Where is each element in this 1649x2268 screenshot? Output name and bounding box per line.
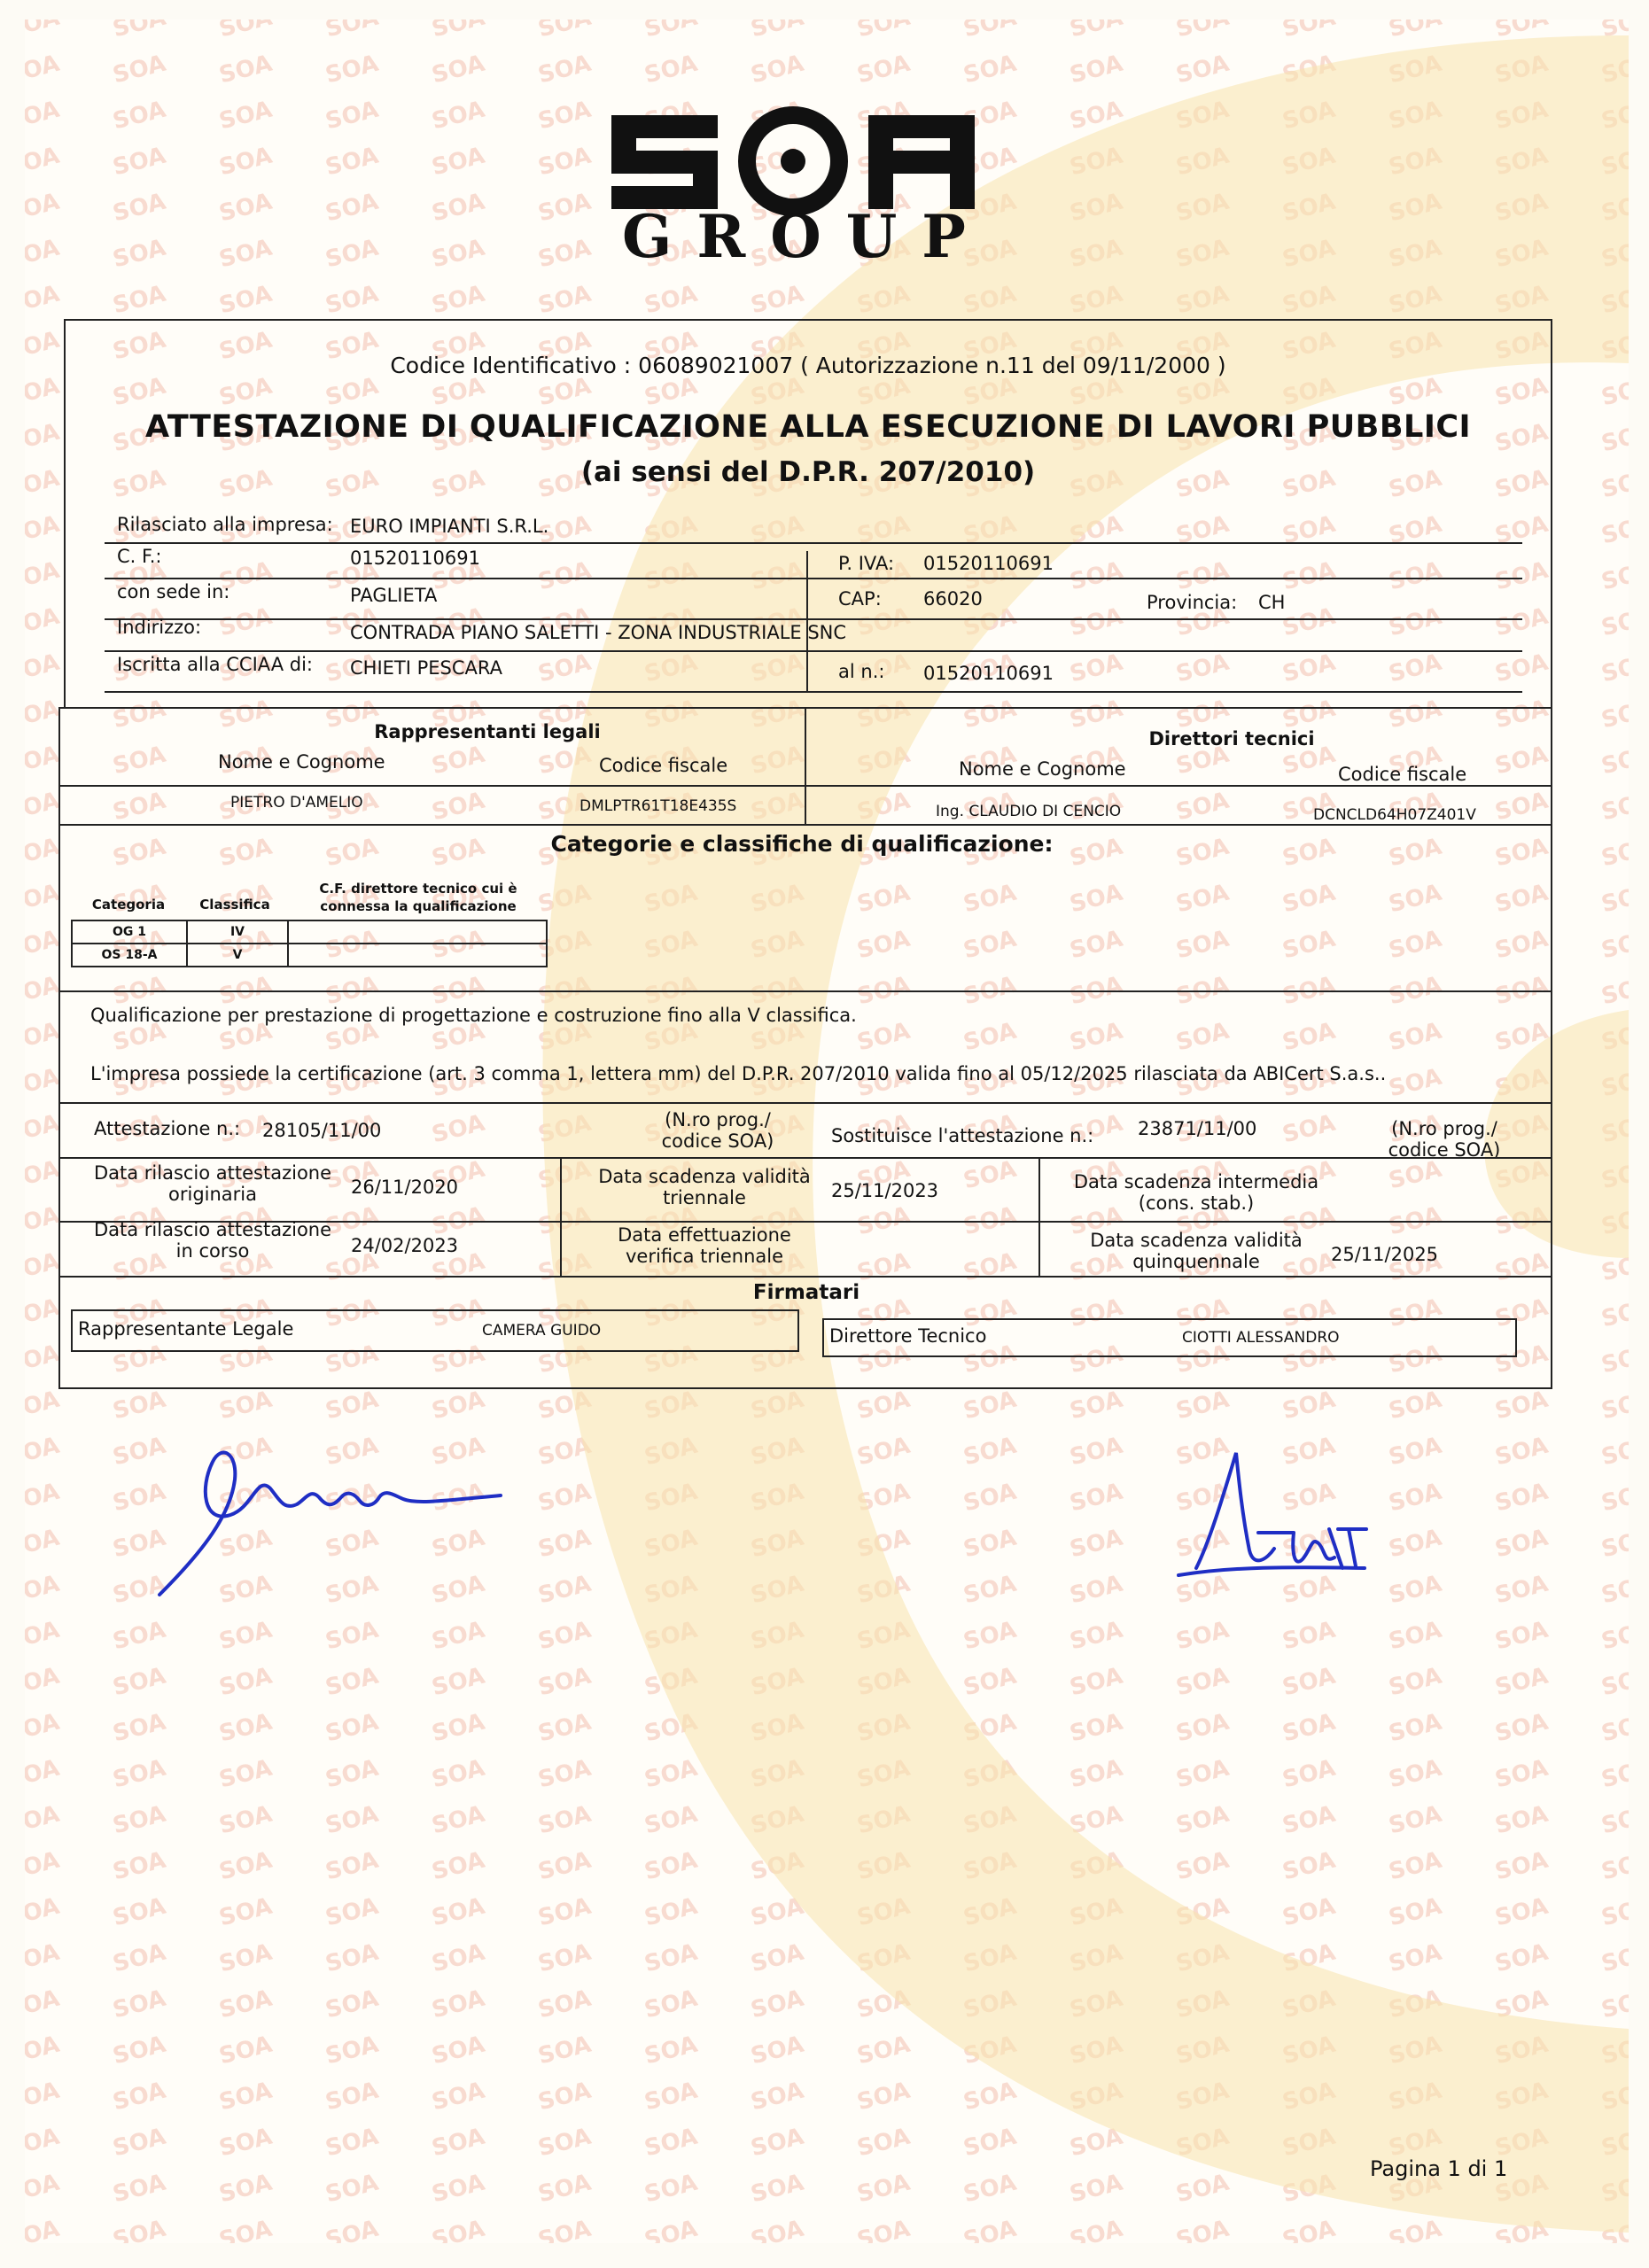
attestazione-value: 28105/11/00 bbox=[262, 1120, 382, 1141]
page-subtitle: (ai sensi del D.P.R. 207/2010) bbox=[580, 456, 1036, 488]
aln-label: al n.: bbox=[838, 661, 885, 682]
quinq-label2: quinquennale bbox=[1132, 1251, 1260, 1272]
scad-tri-value: 25/11/2023 bbox=[831, 1180, 939, 1201]
col-cf-line2: connessa la qualificazione bbox=[320, 898, 517, 914]
orig-label1: Data rilascio attestazione bbox=[93, 1162, 332, 1184]
aln-value: 01520110691 bbox=[923, 663, 1054, 684]
sostituisce-value: 23871/11/00 bbox=[1138, 1118, 1257, 1139]
rappresentanti-nome-header: Nome e Cognome bbox=[218, 751, 385, 773]
col-cf-line1: C.F. direttore tecnico cui è bbox=[319, 881, 517, 897]
scad-int-label1: Data scadenza intermedia bbox=[1073, 1171, 1319, 1192]
orig-label2: originaria bbox=[168, 1184, 257, 1205]
quinq-label1: Data scadenza validità bbox=[1090, 1230, 1303, 1251]
cf-label: C. F.: bbox=[117, 546, 162, 567]
classifica-cell: IV bbox=[187, 920, 288, 944]
cciaa-value: CHIETI PESCARA bbox=[350, 657, 503, 679]
categorie-table bbox=[71, 920, 548, 967]
corso-label1: Data rilascio attestazione bbox=[93, 1219, 332, 1240]
sede-label: con sede in: bbox=[117, 581, 230, 602]
orig-value: 26/11/2020 bbox=[351, 1177, 459, 1198]
piva-value: 01520110691 bbox=[923, 553, 1054, 574]
rilasciato-value: EURO IMPIANTI S.R.L. bbox=[350, 516, 549, 537]
col-categoria: Categoria bbox=[91, 897, 166, 913]
rl-label: Rappresentante Legale bbox=[78, 1318, 294, 1340]
rilasciato-label: Rilasciato alla impresa: bbox=[117, 514, 333, 535]
sede-value: PAGLIETA bbox=[350, 585, 438, 606]
corso-value: 24/02/2023 bbox=[351, 1235, 459, 1256]
page-number: Pagina 1 di 1 bbox=[1370, 2156, 1508, 2181]
direttori-heading: Direttori tecnici bbox=[1148, 728, 1315, 750]
scad-int-label2: (cons. stab.) bbox=[1138, 1192, 1255, 1214]
verif-label1: Data effettuazione bbox=[618, 1224, 791, 1246]
piva-label: P. IVA: bbox=[838, 553, 895, 574]
categorie-heading: Categorie e classifiche di qualificazione: bbox=[550, 831, 1054, 857]
classifica-cell: V bbox=[187, 944, 288, 967]
verif-label2: verifica triennale bbox=[626, 1246, 783, 1267]
categoria-cell: OS 18-A bbox=[72, 944, 187, 967]
provincia-label: Provincia: bbox=[1147, 592, 1238, 613]
cf-value: 01520110691 bbox=[350, 548, 480, 569]
table-row bbox=[72, 920, 547, 944]
firmatari-heading: Firmatari bbox=[752, 1281, 860, 1304]
col-classifica: Classifica bbox=[199, 897, 270, 913]
rappresentanti-heading: Rappresentanti legali bbox=[374, 721, 601, 742]
nprog2-line1: (N.ro prog./ bbox=[1391, 1118, 1497, 1139]
codice-identificativo: Codice Identificativo : 06089021007 ( Autorizzazione n.11 del 09/11/2000 ) bbox=[390, 353, 1226, 378]
rl-value: CAMERA GUIDO bbox=[482, 1322, 602, 1340]
scad-tri-label1: Data scadenza validità bbox=[598, 1166, 811, 1187]
rappresentante-cf: DMLPTR61T18E435S bbox=[579, 797, 737, 815]
table-row bbox=[72, 944, 547, 967]
cap-value: 66020 bbox=[923, 588, 983, 610]
cf-cell bbox=[288, 944, 547, 967]
direttore-cf: DCNCLD64H07Z401V bbox=[1313, 806, 1476, 824]
page-title: ATTESTAZIONE DI QUALIFICAZIONE ALLA ESECUZIONE DI LAVORI PUBBLICI bbox=[144, 409, 1472, 445]
indirizzo-label: Indirizzo: bbox=[117, 617, 202, 638]
direttore-nome: Ing. CLAUDIO DI CENCIO bbox=[936, 803, 1122, 820]
dt-value: CIOTTI ALESSANDRO bbox=[1182, 1329, 1340, 1347]
nprog2-line2: codice SOA) bbox=[1388, 1139, 1501, 1161]
signature-tecnico bbox=[1161, 1444, 1391, 1586]
sostituisce-label: Sostituisce l'attestazione n.: bbox=[831, 1125, 1094, 1146]
quinq-value: 25/11/2025 bbox=[1331, 1244, 1439, 1265]
nprog-line1: (N.ro prog./ bbox=[665, 1109, 771, 1130]
note-certificazione: L'impresa possiede la certificazione (art. 3 comma 1, lettera mm) del D.P.R. 207/2010 valida fino al 05/12/2025 rilasciata da ABICert S.a.s.. bbox=[90, 1063, 1387, 1084]
logo-group-text: GROUP bbox=[622, 202, 991, 271]
dt-label: Direttore Tecnico bbox=[829, 1325, 987, 1347]
cap-label: CAP: bbox=[838, 588, 882, 610]
categoria-cell: OG 1 bbox=[72, 920, 187, 944]
nprog-line2: codice SOA) bbox=[661, 1130, 774, 1152]
indirizzo-value: CONTRADA PIANO SALETTI - ZONA INDUSTRIALE SNC bbox=[350, 622, 847, 643]
attestazione-label: Attestazione n.: bbox=[94, 1118, 241, 1139]
corso-label2: in corso bbox=[175, 1240, 250, 1262]
cf-cell bbox=[288, 920, 547, 944]
rappresentanti-cf-header: Codice fiscale bbox=[599, 755, 728, 776]
provincia-value: CH bbox=[1258, 592, 1286, 613]
direttori-nome-header: Nome e Cognome bbox=[959, 758, 1126, 780]
note-progettazione: Qualificazione per prestazione di progettazione e costruzione fino alla V classifica. bbox=[90, 1005, 857, 1026]
direttori-cf-header: Codice fiscale bbox=[1338, 764, 1467, 785]
scad-tri-label2: triennale bbox=[663, 1187, 746, 1208]
cciaa-label: Iscritta alla CCIAA di: bbox=[117, 654, 313, 675]
rappresentante-nome: PIETRO D'AMELIO bbox=[230, 794, 363, 812]
signature-legale bbox=[151, 1426, 523, 1604]
